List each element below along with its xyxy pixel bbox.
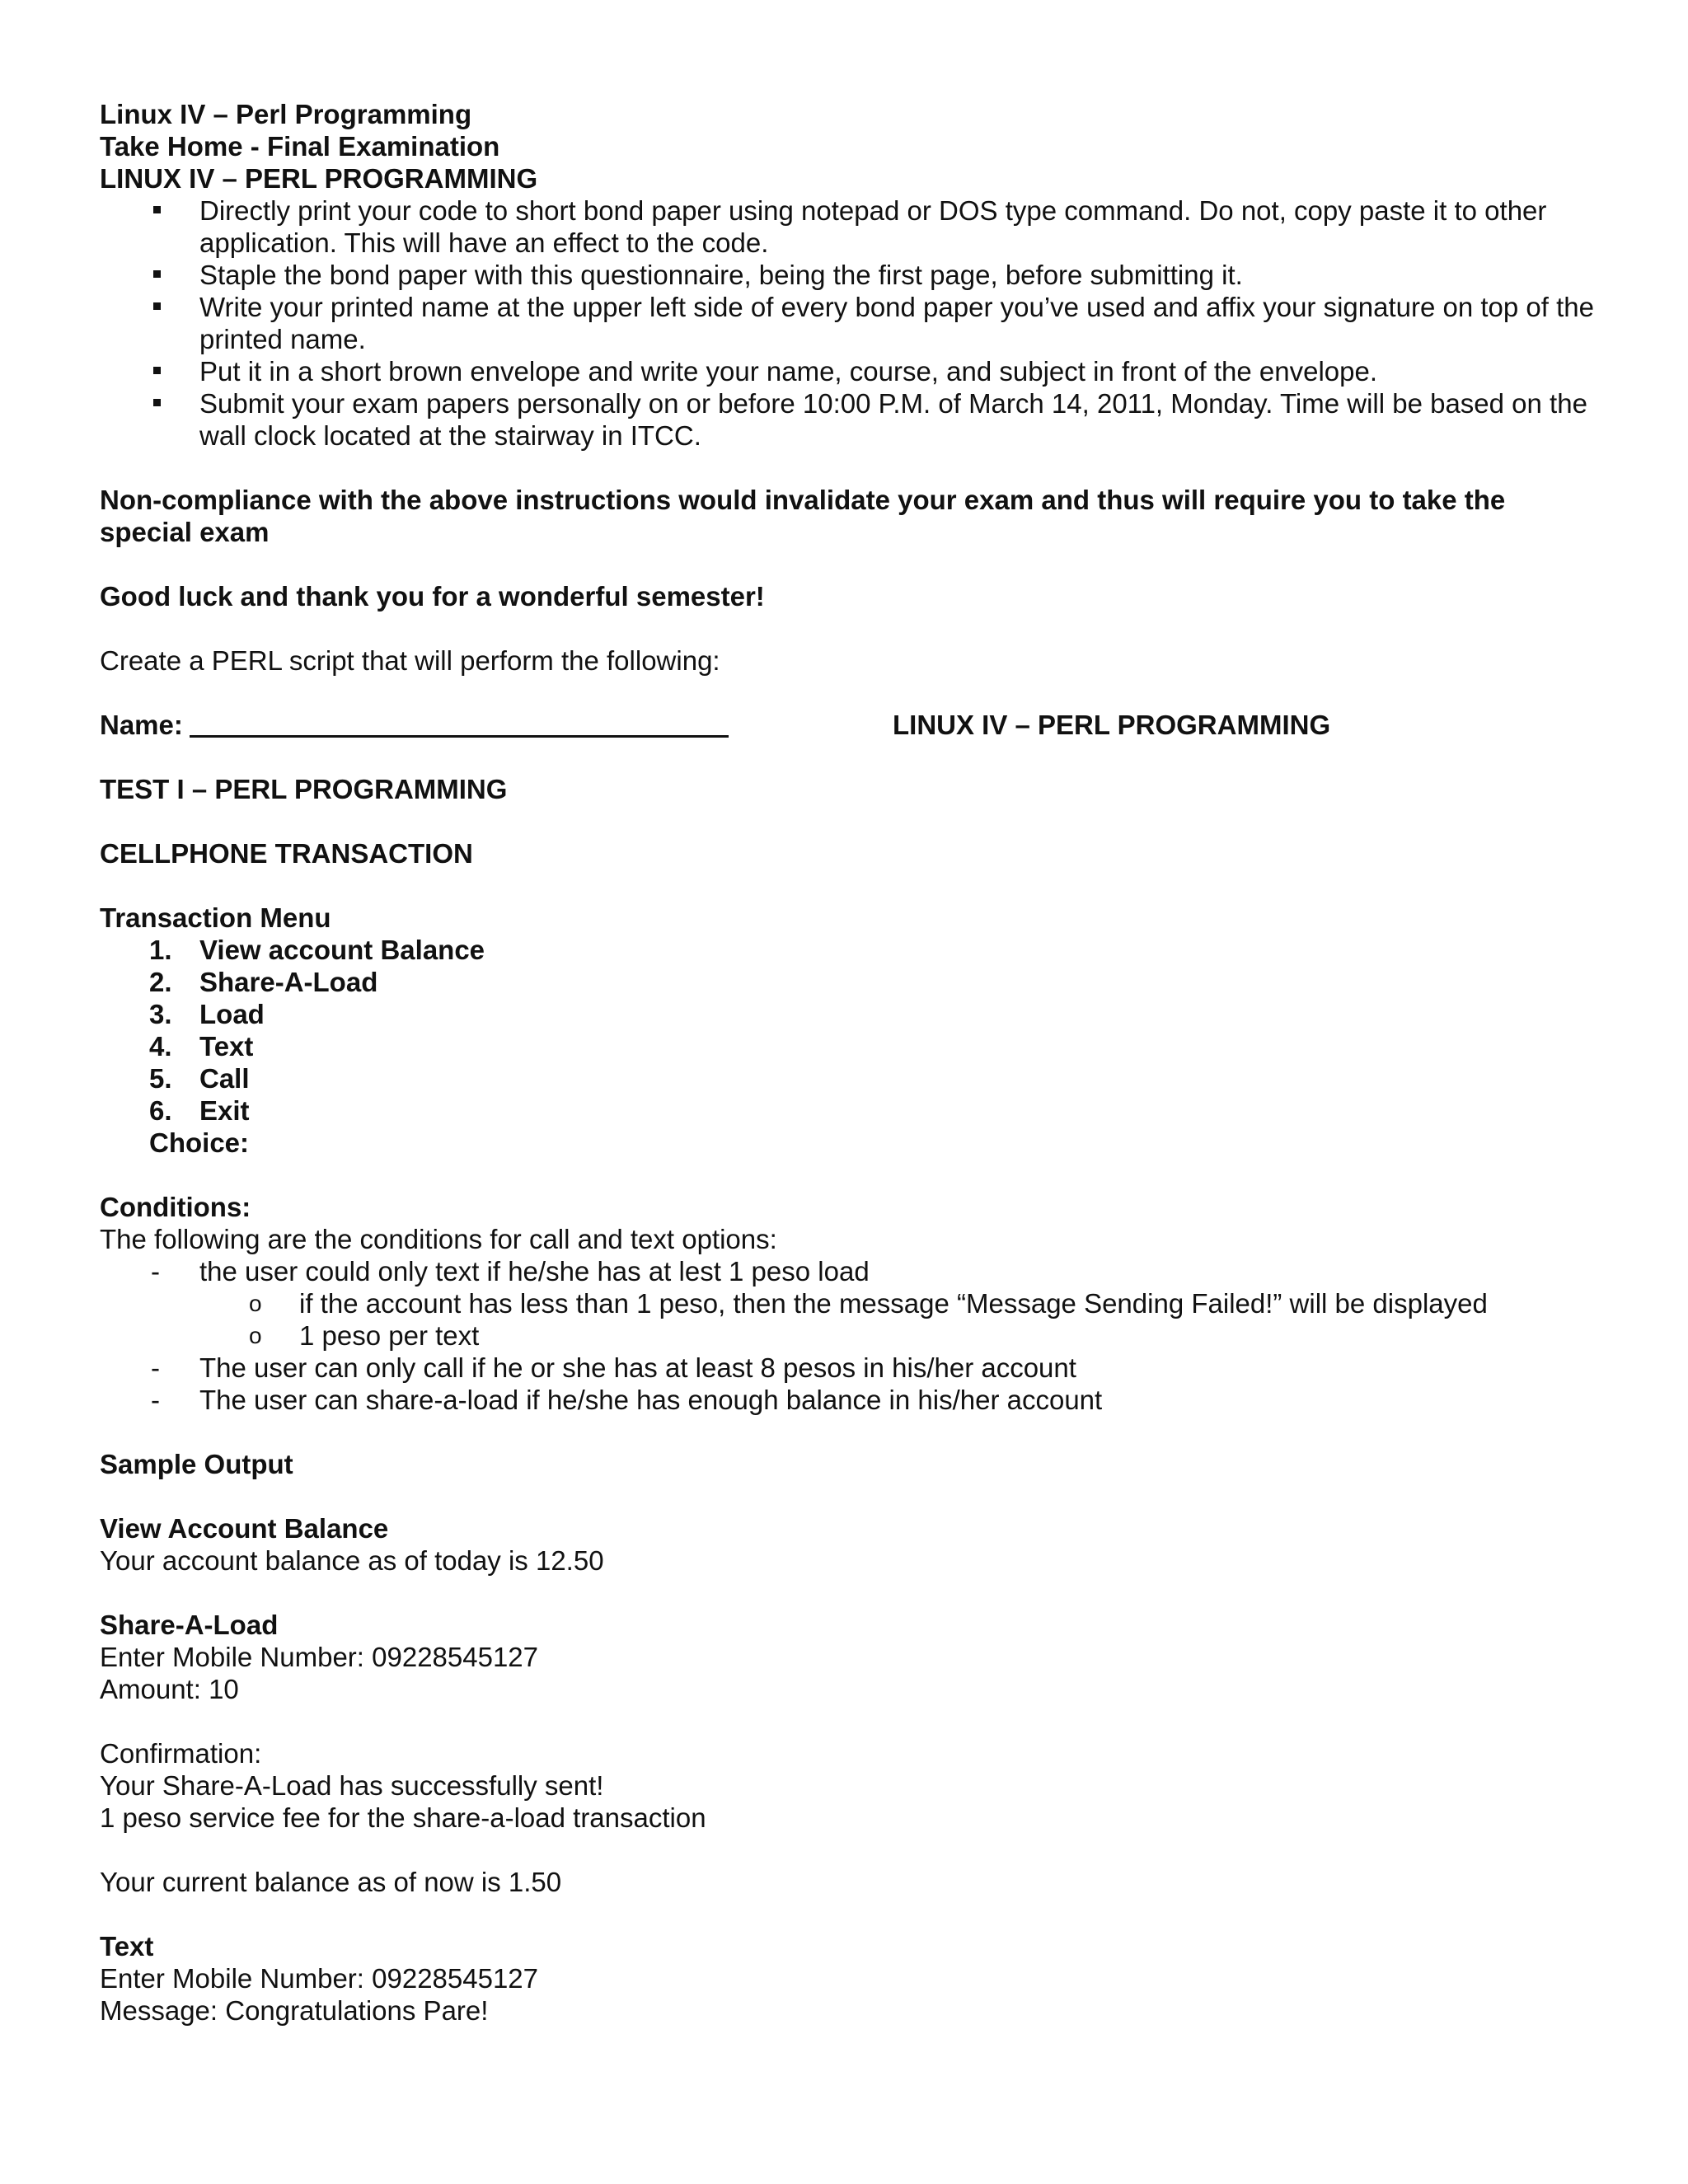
sample-text-mobile: Enter Mobile Number: 09228545127	[100, 1963, 539, 1994]
dash-bullet-icon: -	[151, 1385, 160, 1415]
header-course: Linux IV – Perl Programming	[100, 99, 472, 129]
test-title: TEST I – PERL PROGRAMMING	[100, 774, 508, 804]
dash-bullet-icon: -	[151, 1256, 160, 1286]
instruction-item: Staple the bond paper with this questionnaire, being the first page, before submitting it.	[100, 259, 1600, 291]
exam-page	[100, 98, 1600, 2027]
sample-text-title: Text	[100, 1931, 154, 1961]
instruction-item: Write your printed name at the upper left side of every bond paper you’ve used and affix your signature on top of the printed name.	[100, 291, 1600, 355]
name-blank-line	[190, 735, 729, 738]
sample-confirm-line1: Your Share-A-Load has successfully sent!	[100, 1770, 604, 1801]
transaction-menu	[100, 934, 1600, 1127]
non-compliance-warning: Non-compliance with the above instructions would invalidate your exam and thus will require you to take the special exam	[100, 485, 1506, 547]
condition-subitem: o if the account has less than 1 peso, then the message “Message Sending Failed!” will be displayed	[249, 1288, 1488, 1319]
condition-item: - The user can only call if he or she has at least 8 pesos in his/her account	[151, 1352, 1076, 1383]
menu-item: 5. Call	[149, 1063, 250, 1094]
condition-item: - the user could only text if he/she has at lest 1 peso load o if the account has less than 1 peso, then the message “Message Sending Failed!” will be displayed o 1 peso per text	[100, 1255, 1600, 1352]
conditions-list	[100, 1255, 1600, 1416]
instruction-item: Directly print your code to short bond paper using notepad or DOS type command. Do not, copy paste it to other application. This will have an effect to the code.	[100, 194, 1600, 259]
sample-share-amount: Amount: 10	[100, 1674, 239, 1704]
menu-item: 3. Load	[149, 999, 265, 1029]
circle-bullet-icon: o	[249, 1291, 262, 1316]
instruction-item: Submit your exam papers personally on or before 10:00 P.M. of March 14, 2011, Monday. Time will be based on the wall clock located at the stairway in ITCC.	[100, 387, 1600, 452]
name-row-subject-title: LINUX IV – PERL PROGRAMMING	[893, 710, 1331, 740]
menu-choice-prompt: Choice:	[149, 1127, 250, 1158]
menu-item: 4. Text	[149, 1031, 254, 1062]
task-intro: Create a PERL script that will perform the following:	[100, 645, 720, 676]
sample-share-mobile: Enter Mobile Number: 09228545127	[100, 1642, 539, 1672]
conditions-intro: The following are the conditions for call and text options:	[100, 1224, 777, 1254]
sample-share-title: Share-A-Load	[100, 1610, 279, 1640]
sample-text-message: Message: Congratulations Pare!	[100, 1995, 489, 2026]
square-bullet-icon	[153, 206, 161, 213]
sample-view-line: Your account balance as of today is 12.50	[100, 1545, 604, 1576]
square-bullet-icon	[153, 367, 161, 374]
menu-item: 1. View account Balance	[149, 935, 485, 965]
header-subject: LINUX IV – PERL PROGRAMMING	[100, 163, 538, 194]
instruction-item: Put it in a short brown envelope and write your name, course, and subject in front of the envelope.	[100, 355, 1600, 387]
good-luck-message: Good luck and thank you for a wonderful semester!	[100, 581, 765, 612]
menu-item: 2. Share-A-Load	[149, 967, 378, 997]
sample-current-balance: Your current balance as of now is 1.50	[100, 1867, 562, 1897]
menu-title: Transaction Menu	[100, 902, 331, 933]
name-label: Name:	[100, 710, 183, 740]
square-bullet-icon	[153, 399, 161, 406]
circle-bullet-icon: o	[249, 1323, 262, 1348]
sample-output-title: Sample Output	[100, 1449, 293, 1479]
condition-sublist	[199, 1287, 1600, 1352]
instructions-list	[100, 194, 1600, 452]
sample-view-title: View Account Balance	[100, 1513, 389, 1544]
section-title: CELLPHONE TRANSACTION	[100, 838, 473, 869]
dash-bullet-icon: -	[151, 1352, 160, 1383]
header-exam-type: Take Home - Final Examination	[100, 131, 500, 162]
condition-subitem: o 1 peso per text	[249, 1320, 480, 1351]
square-bullet-icon	[153, 270, 161, 278]
sample-confirm-label: Confirmation:	[100, 1738, 262, 1769]
condition-item: - The user can share-a-load if he/she has enough balance in his/her account	[151, 1385, 1103, 1415]
name-row	[100, 709, 1600, 741]
sample-confirm-line2: 1 peso service fee for the share-a-load transaction	[100, 1802, 706, 1833]
conditions-title: Conditions:	[100, 1192, 251, 1222]
menu-item: 6. Exit	[149, 1095, 250, 1126]
square-bullet-icon	[153, 302, 161, 310]
